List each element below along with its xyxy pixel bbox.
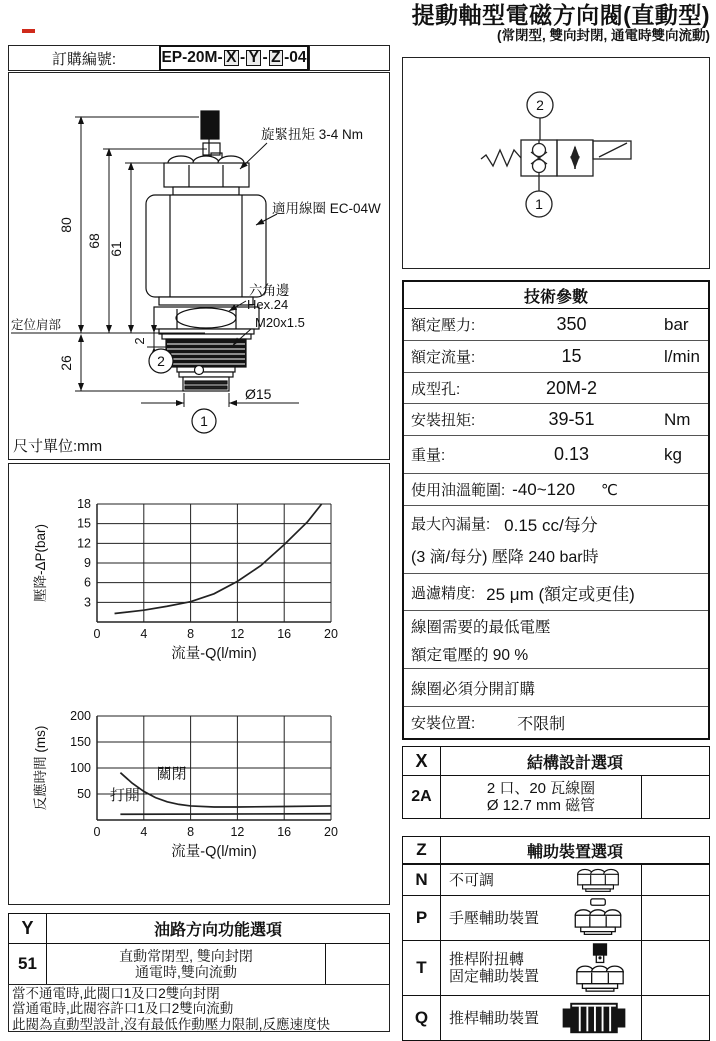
hydraulic-symbol-svg: [403, 58, 709, 268]
order-number-code: EP-20M- X - Y - Z -04: [159, 45, 309, 71]
port-2-balloon: [149, 349, 173, 373]
svg-text:12: 12: [230, 825, 245, 839]
tech-row-cavity: 成型孔: 20M-2: [404, 372, 708, 403]
valve-drawing-svg: [9, 73, 389, 459]
tech-row-minvoltage: 線圈需要的最低電壓 額定電壓的 90 %: [404, 610, 708, 668]
svg-text:1: 1: [200, 413, 208, 429]
spring-symbol: [481, 150, 521, 166]
accessory-option-table: [402, 836, 710, 1041]
svg-text:50: 50: [77, 787, 91, 801]
svg-text:流量-Q(l/min): 流量-Q(l/min): [171, 646, 257, 662]
svg-text:4: 4: [140, 825, 148, 839]
note-line-3: 此閥為直動型設計,沒有最低作動壓力限制,反應速度快: [12, 1016, 331, 1032]
svg-text:200: 200: [70, 709, 91, 723]
y-row-empty-cell: [325, 944, 389, 984]
dim-68: 68: [86, 233, 102, 249]
order-code-suffix: -04: [284, 49, 307, 66]
svg-text:8: 8: [187, 627, 195, 641]
tech-row-leakage: 最大內漏量: 0.15 cc/每分 (3 滴/每分) 壓降 240 bar時: [404, 505, 708, 573]
order-code-y: Y: [246, 50, 261, 66]
svg-text:16: 16: [277, 825, 292, 839]
svg-text:0: 0: [93, 627, 101, 641]
dim-dia15: Ø15: [245, 386, 272, 402]
tech-params-table: [402, 280, 710, 740]
function-notes: [8, 984, 390, 1032]
z-option-row-t: T 推桿附扭轉 固定輔助裝置: [403, 940, 709, 995]
tech-table-title: 技術參數: [404, 282, 708, 309]
svg-text:18: 18: [77, 497, 91, 511]
svg-text:12: 12: [230, 627, 245, 641]
svg-text:100: 100: [70, 761, 91, 775]
x-table-code: X: [403, 747, 441, 775]
tech-row-weight: 重量: 0.13 kg: [404, 435, 708, 473]
pushpin-icon: [559, 999, 629, 1037]
torque-note: 旋緊扭矩 3-4 Nm: [261, 127, 364, 142]
port-1-balloon: [192, 409, 216, 433]
svg-text:壓降-ΔP(bar): 壓降-ΔP(bar): [33, 523, 48, 603]
svg-text:8: 8: [187, 825, 195, 839]
performance-charts: [8, 463, 390, 905]
logo-fragment: [22, 29, 35, 33]
page-title: 提動軸型電磁方向閥(直動型): [411, 2, 710, 28]
order-number-table: [8, 45, 390, 71]
svg-text:6: 6: [84, 575, 91, 590]
svg-text:關閉: 關閉: [156, 765, 187, 783]
svg-text:2: 2: [157, 353, 165, 369]
tech-row-flow: 額定流量: 15 l/min: [404, 340, 708, 372]
note-line-1: 當不通電時,此閥口1及口2雙向封閉: [12, 986, 220, 1001]
structure-option-table: [402, 746, 710, 819]
svg-text:20: 20: [324, 627, 338, 641]
tech-row-oiltemp: 使用油溫範圍: -40~120 ℃: [404, 473, 708, 505]
y-table-title: 油路方向功能選項: [153, 922, 282, 939]
x-option-row-2a: 2A 2 口、20 瓦線圈 Ø 12.7 mm 磁管: [403, 776, 709, 818]
svg-text:150: 150: [70, 735, 91, 749]
dim-61: 61: [108, 241, 124, 257]
manual-push-icon: [567, 898, 629, 938]
valve-dimension-drawing: [8, 72, 390, 460]
x-row-empty-cell: [641, 776, 709, 818]
tech-row-mounting: 安裝位置: 不限制: [404, 706, 708, 738]
order-code-x: X: [224, 50, 239, 66]
order-code-prefix: EP-20M-: [161, 49, 223, 66]
page-header: [412, 2, 710, 44]
detent-pushpin-icon: [571, 943, 629, 993]
svg-text:9: 9: [84, 556, 91, 570]
tech-row-torque: 安裝扭矩: 39-51 Nm: [404, 403, 708, 435]
shoulder-label: 定位肩部: [11, 318, 62, 332]
z-option-row-q: Q 推桿輔助裝置: [403, 995, 709, 1040]
svg-text:15: 15: [77, 516, 91, 531]
page-subtitle: (常閉型, 雙向封閉, 通電時雙向流動): [497, 28, 710, 43]
svg-text:16: 16: [277, 627, 292, 641]
svg-text:流量-Q(l/min): 流量-Q(l/min): [171, 844, 257, 860]
x-table-title: 結構設計選項: [526, 754, 623, 772]
y-table-code: Y: [9, 914, 47, 943]
tech-row-coilorder: 線圈必須分開訂購: [404, 668, 708, 706]
z-table-code: Z: [403, 837, 441, 863]
symbol-port2-number: 2: [536, 97, 544, 113]
order-code-z: Z: [269, 50, 283, 66]
svg-text:3: 3: [84, 595, 91, 610]
svg-text:0: 0: [93, 825, 101, 839]
z-option-row-p: P 手壓輔助裝置: [403, 895, 709, 940]
svg-text:4: 4: [140, 627, 148, 641]
dim-26: 26: [58, 355, 74, 371]
no-adjust-icon: [567, 867, 629, 893]
coil-note: 適用線圈 EC-04W: [272, 201, 381, 216]
unit-note: 尺寸單位:mm: [13, 438, 103, 455]
symbol-port1-number: 1: [535, 196, 543, 212]
svg-text:20: 20: [324, 825, 338, 839]
svg-text:反應時間 (ms): 反應時間 (ms): [33, 725, 48, 811]
svg-text:打開: 打開: [109, 787, 140, 805]
hex-note-en: Hex.24: [247, 297, 289, 312]
response-time-chart: [9, 704, 391, 882]
z-table-title: 輔助裝置選項: [526, 843, 623, 861]
tech-row-filtration: 過濾精度: 25 μm (額定或更佳): [404, 573, 708, 610]
svg-text:12: 12: [77, 536, 91, 551]
function-option-table: [8, 913, 390, 985]
note-line-2: 當通電時,此閥容許口1及口2雙向流動: [12, 1001, 234, 1017]
z-option-row-n: N 不可調: [403, 864, 709, 895]
pressure-drop-chart: [9, 492, 391, 674]
y-option-row-51: 51 直動常閉型, 雙向封閉 通電時,雙向流動: [9, 944, 389, 984]
order-number-label: 訂購編號:: [51, 50, 117, 68]
dim-80: 80: [58, 217, 74, 233]
order-empty-cell: [309, 46, 389, 70]
hydraulic-symbol-box: [402, 57, 710, 269]
thread-note: M20x1.5: [255, 315, 305, 330]
dim-2: 2: [132, 337, 147, 345]
tech-row-pressure: 額定壓力: 350 bar: [411, 314, 689, 334]
hex-note-cn: 六角邊: [249, 283, 290, 298]
